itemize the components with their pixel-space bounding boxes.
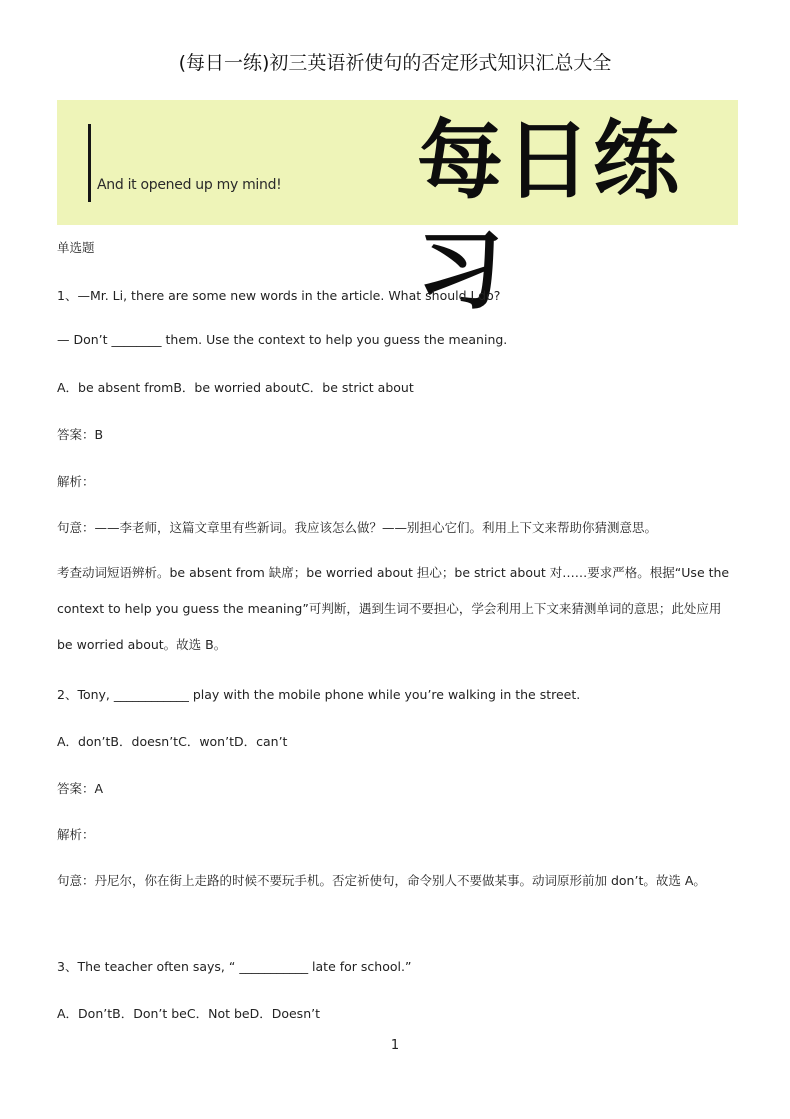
q1-translation: 句意：——李老师，这篇文章里有些新词。我应该怎么做？——别担心它们。利用上下文来帮助你猜测意思。 [57,520,658,535]
banner-divider [88,124,91,202]
q2-explanation: 句意：丹尼尔，你在街上走路的时候不要玩手机。否定祈使句，命令别人不要做某事。动词原形前加 don’t。故选 A。 [57,873,706,888]
q1-response: — Don’t ________ them. Use the context to help you guess the meaning. [57,332,508,347]
q3-options: A．Don’tB．Don’t beC．Not beD．Doesn’t [57,1006,320,1021]
page-title: (每日一练)初三英语祈使句的否定形式知识汇总大全 [178,52,612,74]
q2-question: 2、Tony, ____________ play with the mobile phone while you’re walking in the street. [57,687,581,702]
q1-options: A．be absent fromB．be worried aboutC．be strict about [57,380,414,395]
q1-question: 1、—Mr. Li, there are some new words in the article. What should I do? [57,288,501,303]
page-number: 1 [390,1038,400,1053]
banner-calligraphy: 每日练习 [417,111,681,321]
q1-answer: 答案：B [57,427,104,442]
q1-explanation: 考查动词短语辨析。be absent from 缺席；be worried about 担心；be strict about 对……要求严格。根据“Use the context to help you guess the meaning”可判断，遇到生词不要担心，学会利用上下文来猜测单词的意思；此处应用 be worried about。故选 B。 [57,565,730,652]
banner-tagline: And it opened up my mind! [97,177,282,193]
q2-options: A．don’tB．doesn’tC．won’tD．can’t [57,734,288,749]
q2-answer: 答案：A [57,781,104,796]
section-heading: 单选题 [57,240,95,255]
q3-question: 3、The teacher often says, “ ___________ late for school.” [57,959,412,974]
q1-analysis-label: 解析： [57,474,95,489]
q2-analysis-label: 解析： [57,827,95,842]
